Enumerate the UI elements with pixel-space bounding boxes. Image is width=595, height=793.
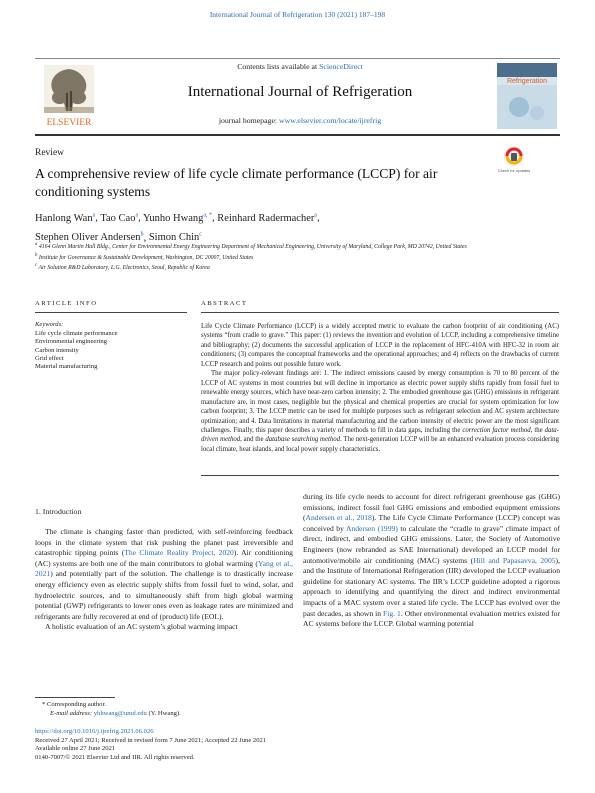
affiliation: $^b$ Institute for Governance & Sustainable Development, Washington, DC 20007, United States [35, 252, 254, 261]
reference-link[interactable]: Andersen (1999) [345, 523, 398, 533]
journal-name: International Journal of Refrigeration [187, 84, 413, 100]
divider [201, 312, 559, 313]
author[interactable]: Hanlong Wan$^a$ [35, 212, 96, 224]
left-column-text [35, 527, 293, 633]
elsevier-logo [40, 63, 98, 129]
check-for-updates-icon[interactable] [498, 144, 530, 180]
abstract-body [201, 322, 559, 454]
author[interactable]: Simon Chin$^c$ [148, 231, 202, 243]
doi-link[interactable]: https://doi.org/10.1016/j.ijrefrig.2021.06.026 [35, 728, 154, 735]
abstract-paragraph: The major policy-relevant findings are: 1. The indirect emissions caused by energy consumption is 70 to 80 percent of the LCCP of AC systems in most countries but will decline in importance as electric power supply shifts rapidly from fossil fuel to renewable energy sources, which have near-zero carbon intensity; 2. The embodied greenhouse gas (GHG) emissions in refrigerant manufacture are, in most cases, negligible but the physical and chemical properties are crucial for system optimization for low carbon footprint; 3. The LCCP metric can be used for multiple purposes such as refrigerant selection and AC system architecture optimization; and 4. Data limitations in material manufacturing and the carbon intensity of electric power are the most significant challenges. Finally, this paper describes a variety of methods to fill in data gaps, including the correction factor method, the data-driven method, and the database searching method. The next-generation LCCP will be an enhanced evaluation process considering local climate, heat islands, and local power supply characteristics. [201, 370, 559, 453]
keyword: Life cycle climate performance [35, 330, 118, 337]
journal-citation[interactable]: International Journal of Refrigeration 130 (2021) 187–198 [209, 10, 386, 19]
body-paragraph: A holistic evaluation of an AC system’s global warming impact [45, 622, 238, 632]
reference-link[interactable]: Yang et al., 2021 [35, 558, 293, 579]
article-info-heading: ARTICLE INFO [35, 300, 98, 307]
online-date: Available online 27 June 2021 [35, 745, 116, 753]
homepage-link[interactable]: www.elsevier.com/locate/ijrefrig [279, 116, 382, 125]
author[interactable]: Stephen Oliver Andersen$^b$ [35, 231, 144, 243]
reference-link[interactable]: Hill and Papasavva, 2005 [473, 555, 556, 565]
affiliation: $^a$ 4164 Glenn Martin Hall Bldg., Center for Environmental Energy Engineering Department of Mechanical Engineering, University of Maryland, College Park, MD 20742, United States [35, 242, 467, 250]
reference-link[interactable]: The Climate Reality Project, 2020 [124, 548, 234, 558]
header-rule [35, 134, 560, 136]
reference-link[interactable]: Andersen et al., 2018 [305, 513, 372, 523]
contents-line: Contents lists available at ScienceDirect [237, 62, 363, 71]
affiliation: $^c$ Air Solution R&D Laboratory, L.G. Electronics, Seoul, Republic of Korea [35, 263, 210, 271]
affiliations [35, 241, 555, 273]
body-paragraph: The climate is changing faster than predicted, with self-reinforcing feedback loops in the climate system that risk pushing the planet past irreversible and catastrophic tipping points (The Climate Reality Project, 2020). Air conditioning (AC) systems are both one of the main contributors to global warming (Yang et al., 2021) and potentially part of the solution. The challenge is to drastically increase energy efficiency even as electric supply shifts from fossil fuel to wind, solar, and hydroelectric sources, and to simultaneously shift from high global warming potential (GWP) refrigerants to lower ones even as leakage rates are minimized and refrigerants are fully recovered at end of (product) life (EOL). [35, 527, 293, 621]
article-title: A comprehensive review of life cycle climate performance (LCCP) for air conditioning systems [35, 166, 438, 199]
body-paragraph: during its life cycle needs to account for direct refrigerant greenhouse gas (GHG) emissions, indirect fossil fuel GHG emissions and embodied equipment emissions (Andersen et al., 2018). The Life Cycle Climate Performance (LCCP) concept was conceived by Andersen (1999) to calculate the “cradle to grave” climate impact of direct, indirect, and embodied GHG emissions. Later, the Society of Automotive Engineers (now rebranded as SAE International) developed an LCCP model for automotive/mobile air conditioning (MAC) systems (Hill and Papasavva, 2005), and the Institute of International Refrigeration (IIR) developed the LCCP evaluation guideline for stationary AC systems. The IIR’s LCCP guideline adopted a rigorous approach to identifying and quantifying the direct and indirect environmental impacts of a MAC system over a stated life cycle. The LCCP has evolved over the past decades, as shown in Fig. 1. Other environmental evaluation metrics existed for AC systems before the LCCP. Global warming potential [303, 492, 560, 629]
author[interactable]: Reinhard Radermacher$^a$ [217, 212, 318, 224]
copyright: 0140-7007/© 2021 Elsevier Ltd and IIR. All rights reserved. [35, 754, 195, 762]
figure-link[interactable]: Fig. 1 [383, 608, 401, 618]
abstract-paragraph: Life Cycle Climate Performance (LCCP) is a widely accepted metric to evaluate the carbon footprint of air conditioning (AC) systems “from cradle to grave.” This paper: (1) reviews the invention and evolution of LCCP, including a comprehensive timeline and bibliography; (2) documents the successful application of LCCP in the replacement of HFC-410A with HFC-32 in room air conditioners; (3) compares the conceptual frameworks and the operational approaches; and 4) reflects on the drawbacks of current LCCP research and points out possible future work. [201, 323, 559, 368]
sciencedirect-link[interactable]: ScienceDirect [319, 62, 363, 71]
author-list: Hanlong Wan$^a$, Tao Cao$^a$, Yunho Hwang$^{a, *}$, Reinhard Radermacher$^a$, Stephen Oliver Andersen$^b$, Simon Chin$^c$ [35, 212, 320, 243]
email-link[interactable]: yhhwang@umd.edu [93, 710, 147, 717]
abstract-heading: ABSTRACT [201, 300, 248, 307]
journal-cover-image[interactable] [497, 63, 557, 129]
keyword: Material manufacturing [35, 363, 98, 371]
keyword-list [35, 330, 195, 371]
divider [201, 475, 559, 476]
section-title: 1. Introduction [35, 507, 82, 516]
received-dates: Received 27 April 2021; Received in revised form 7 June 2021; Accepted 22 June 2021 [35, 736, 267, 744]
right-column-text [303, 492, 560, 630]
keyword: Grid effect [35, 354, 64, 362]
journal-homepage: journal homepage: www.elsevier.com/locate/ijrefrig [218, 116, 382, 125]
elsevier-wordmark: ELSEVIER [46, 118, 92, 128]
badge-label: Check for updates [498, 168, 530, 173]
author[interactable]: Tao Cao$^a$ [100, 212, 139, 224]
keyword: Environmental engineering [35, 338, 107, 346]
footnote: * Corresponding author. E-mail address: yhhwang@umd.edu (Y. Hwang). [42, 701, 181, 717]
publication-info [35, 728, 535, 763]
article-type: Review [35, 148, 65, 158]
divider [35, 312, 187, 313]
cover-title: Refrigeration [506, 78, 548, 85]
keywords-label: Keywords: [35, 321, 64, 328]
footnote-divider [35, 697, 115, 698]
keyword: Carbon intensity [35, 346, 79, 354]
author[interactable]: Yunho Hwang$^{a, *}$ [143, 212, 213, 224]
